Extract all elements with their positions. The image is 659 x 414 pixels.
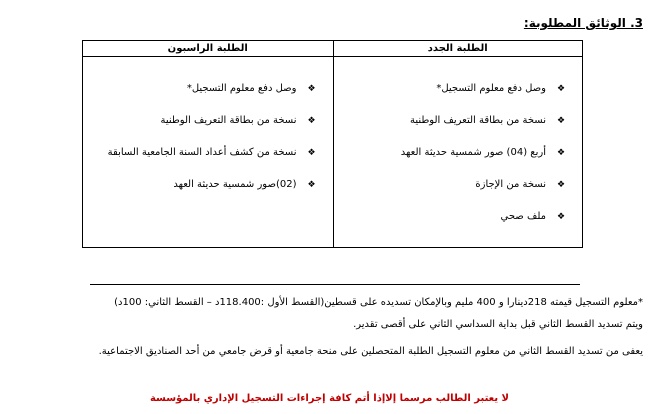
list-item (334, 114, 569, 146)
diamond-bullet-icon: ❖ (307, 148, 316, 158)
list-item-text: نسخة من بطاقة التعريف الوطنية (409, 115, 546, 126)
list-item-text: (02)صور شمسية حديثة العهد (173, 179, 297, 190)
new-students-list (334, 57, 583, 242)
list-item (334, 146, 569, 178)
list-item (334, 210, 569, 242)
diamond-bullet-icon: ❖ (556, 84, 566, 94)
list-item (83, 114, 319, 146)
section-heading: 3. الوثائق المطلوبة: (523, 16, 643, 30)
exemption-note: يعفى من تسديد القسط الثاني من معلوم التسجيل الطلبة المتحصلين على منحة جامعية أو قرض جامعي من أحد الصناديق الاجتماعية. (98, 346, 643, 357)
list-item (83, 178, 319, 210)
list-item (334, 178, 569, 210)
list-item (83, 146, 319, 178)
diamond-bullet-icon: ❖ (307, 116, 316, 126)
diamond-bullet-icon: ❖ (307, 84, 316, 94)
new-students-header: الطلبة الجدد (334, 41, 583, 57)
fee-note: *معلوم التسجيل قيمته 218دينارا و 400 مليم وبالإمكان تسديده على قسطين(القسط الأول :118.400د – القسط الثاني: 100د) (114, 297, 643, 308)
list-item-text: أربع (04) صور شمسية حديثة العهد (400, 147, 546, 158)
required-documents-table (82, 40, 583, 248)
footnote-divider (90, 284, 580, 285)
diamond-bullet-icon: ❖ (556, 212, 566, 222)
list-item-text: نسخة من الإجازة (475, 179, 546, 190)
second-installment-note: ويتم تسديد القسط الثاني قبل بداية السداسي الثاني على أقصى تقدير. (353, 319, 643, 330)
list-item-text: وصل دفع معلوم التسجيل* (436, 83, 546, 94)
list-item (334, 82, 569, 114)
list-item-text: ملف صحي (500, 211, 546, 222)
repeating-students-column (83, 41, 333, 247)
list-item-text: نسخة من كشف أعداد السنة الجامعية السابقة (107, 147, 297, 158)
repeating-students-header: الطلبة الراسبون (83, 41, 333, 57)
diamond-bullet-icon: ❖ (556, 180, 566, 190)
list-item (83, 82, 319, 114)
new-students-column (333, 41, 583, 247)
registration-warning: لا يعتبر الطالب مرسما إلاإذا أتم كافة إجراءات التسجيل الإداري بالمؤسسة (149, 393, 510, 404)
list-item-text: وصل دفع معلوم التسجيل* (186, 83, 297, 94)
repeating-students-list (83, 57, 333, 210)
diamond-bullet-icon: ❖ (556, 116, 566, 126)
list-item-text: نسخة من بطاقة التعريف الوطنية (160, 115, 297, 126)
diamond-bullet-icon: ❖ (556, 148, 566, 158)
diamond-bullet-icon: ❖ (307, 180, 316, 190)
